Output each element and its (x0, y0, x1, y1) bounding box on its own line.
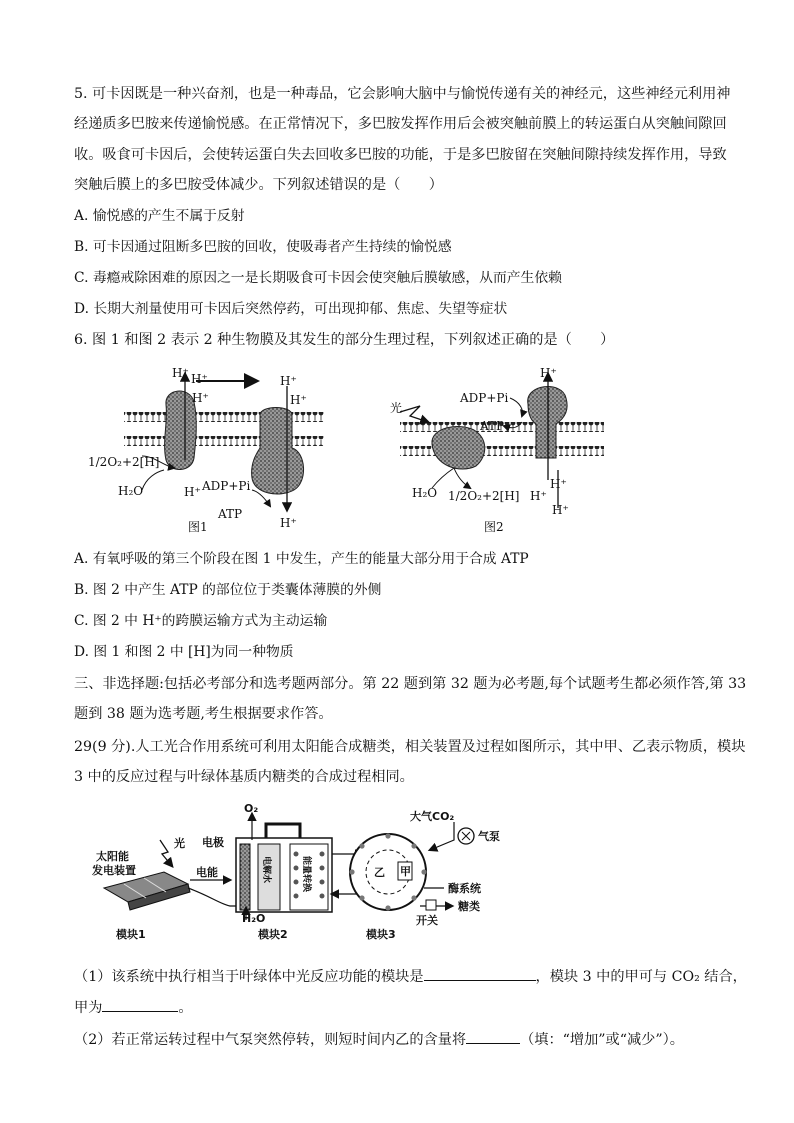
fig2-adp: ADP+Pi (460, 391, 509, 405)
fig2-o2-label: 1/2O₂+2[H] (448, 489, 520, 503)
fig1-h-plus-6: H⁺ (184, 485, 201, 499)
module-3-label: 模块3 (366, 928, 396, 941)
fig1-h-plus-4: H⁺ (280, 374, 297, 388)
q29-sub2-text-b: （填：“增加”或“减少”）。 (520, 1032, 684, 1048)
q6-option-a: A. 有氧呼吸的第三个阶段在图 1 中发生，产生的能量大部分用于合成 ATP (74, 551, 529, 567)
electrolyze-label: 电解水 (261, 856, 271, 884)
electric-label: 电能 (196, 866, 218, 879)
q5-option-b: B. 可卡因通过阻断多巴胺的回收，使吸毒者产生持续的愉悦感 (74, 239, 452, 255)
fig1-h-plus-5: H⁺ (290, 393, 307, 407)
q29-sub1-line-2 (74, 997, 193, 1018)
section3-line-2: 题到 38 题为选考题,考生根据要求作答。 (74, 706, 333, 722)
fig1-membrane-upper (124, 412, 324, 422)
q6-option-c: C. 图 2 中 H⁺的跨膜运输方式为主动运输 (74, 613, 328, 629)
pump-label: 气泵 (478, 830, 500, 843)
q6-option-b: B. 图 2 中产生 ATP 的部位位于类囊体薄膜的外侧 (74, 582, 382, 598)
fig2-h-plus-2: H⁺ (530, 489, 547, 503)
fig1-membrane-lower (124, 436, 324, 446)
switch-label: 开关 (416, 914, 438, 927)
q5-option-a: A. 愉悦感的产生不属于反射 (74, 208, 245, 224)
fig2-h-plus-1: H⁺ (540, 366, 557, 380)
q5-line-1: 5. 可卡因既是一种兴奋剂，也是一种毒品，它会影响大脑中与愉悦传递有关的神经元，这些神经元利用神 (74, 86, 731, 102)
fig2-membrane-lower (400, 446, 604, 456)
q29-sub2-text-a: （2）若正常运转过程中气泵突然停转，则短时间内乙的含量将 (74, 1032, 467, 1048)
figure-2 (384, 360, 604, 540)
o2-label: O₂ (244, 802, 259, 815)
figure-1 (84, 360, 324, 540)
sugar-label: 糖类 (458, 900, 480, 913)
q5-line-4: 突触后膜上的多巴胺受体减少。下列叙述错误的是（ ） (74, 177, 443, 193)
fig1-h-plus-3: H⁺ (192, 391, 209, 405)
electrode-label: 电极 (202, 836, 224, 849)
energy-label: 能量转换 (301, 856, 311, 893)
q29-line-2: 3 中的反应过程与叶绿体基质内糖类的合成过程相同。 (74, 769, 414, 785)
q29-line-1: 29(9 分).人工光合作用系统可利用太阳能合成糖类，相关装置及过程如图所示，其中甲、乙表示物质，模块 (74, 739, 746, 755)
fig2-h-plus-4: H⁺ (552, 503, 569, 517)
fig2-photosystem (432, 426, 485, 469)
q29-sub2-blank[interactable] (466, 1029, 520, 1044)
fig2-caption: 图2 (484, 520, 504, 534)
yi-label: 乙 (374, 866, 385, 879)
q29-sub1-text-b: ，模块 3 中的甲可与 CO₂ 结合， (535, 969, 747, 985)
jia-label: 甲 (400, 865, 411, 878)
section3-line-1: 三、非选择题:包括必考部分和选考题两部分。第 22 题到第 32 题为必考题,每个试题考生都必须作答,第 33 (74, 676, 747, 692)
q5-line-2: 经递质多巴胺来传递愉悦感。在正常情况下，多巴胺发挥作用后会被突触前膜上的转运蛋白从突触间隙回 (74, 116, 727, 132)
q29-sub1-text-d: 。 (178, 1000, 193, 1016)
fig2-h2o: H₂O (412, 486, 438, 500)
q6-option-d: D. 图 1 和图 2 中 [H]为同一种物质 (74, 644, 294, 660)
module-1-label: 模块1 (116, 928, 146, 941)
q29-sub1-blank-2[interactable] (102, 997, 178, 1012)
q29-sub1-text-c: 甲为 (74, 1000, 103, 1016)
fig1-caption: 图1 (188, 520, 208, 534)
module-2-label: 模块2 (258, 928, 288, 941)
solar-panel (104, 872, 190, 910)
fig2-h-plus-3: H⁺ (550, 477, 567, 491)
air-co2-label: 大气CO₂ (410, 810, 455, 823)
q29-sub1-blank-1[interactable] (424, 966, 536, 981)
q29-sub2-line (74, 1029, 684, 1050)
q29-sub1-text-a: （1）该系统中执行相当于叶绿体中光反应功能的模块是 (74, 969, 424, 985)
fig1-o2-label: 1/2O₂+2[H] (88, 455, 160, 469)
fig1-h2o: H₂O (118, 484, 144, 498)
figure-29 (80, 800, 660, 950)
fig1-h-plus-7: H⁺ (280, 516, 297, 530)
q5-line-3: 收。吸食可卡因后，会使转运蛋白失去回收多巴胺的功能，于是多巴胺留在突触间隙持续发挥作用，导致 (74, 147, 727, 163)
enzyme-label: 酶系统 (448, 882, 481, 895)
h2o-label: H₂O (242, 912, 266, 925)
fig1-adp: ADP+Pi (202, 479, 251, 493)
fig1-h-plus-1: H⁺ (172, 366, 189, 380)
light-label: 光 (174, 837, 185, 850)
q5-option-c: C. 毒瘾戒除困难的原因之一是长期吸食可卡因会使突触后膜敏感，从而产生依赖 (74, 270, 562, 286)
solar-label-2: 发电装置 (92, 864, 136, 877)
fig1-atp: ATP (218, 507, 243, 521)
fig2-atp: ATP (480, 419, 505, 433)
fig2-light: 光 (390, 401, 403, 415)
q5-option-d: D. 长期大剂量使用可卡因后突然停药，可出现抑郁、焦虑、失望等症状 (74, 301, 508, 317)
fig1-h-plus-2: H⁺ (191, 372, 208, 386)
solar-label-1: 太阳能 (96, 850, 129, 863)
q6-stem: 6. 图 1 和图 2 表示 2 种生物膜及其发生的部分生理过程，下列叙述正确的是（ ） (74, 332, 615, 348)
q29-sub1-line-1 (74, 966, 747, 987)
